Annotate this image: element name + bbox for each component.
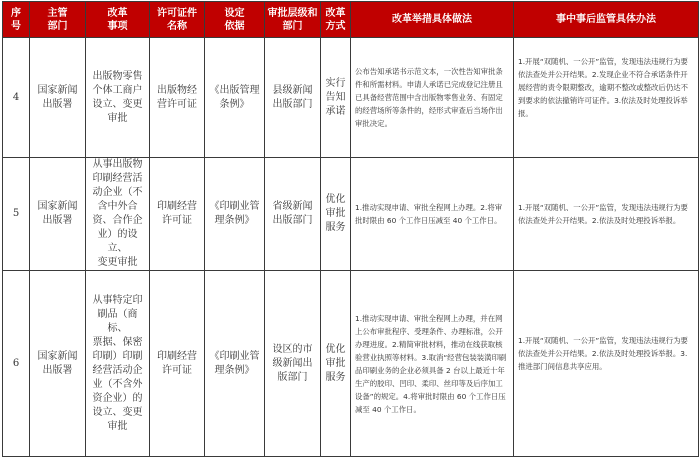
cell-license-name: 出版物经 营许可证 <box>150 38 205 158</box>
cell-legal-basis: 《出版管理 条例》 <box>205 38 265 158</box>
cell-reform-method: 实行 告知 承诺 <box>321 38 351 158</box>
cell-supervision: 1.开展“双随机、一公开”监管，发现违法违规行为要依法查处并公开结果。2.依法及时处理投诉举报。 <box>514 158 699 271</box>
cell-reform-item: 从事出版物 印刷经营活 动企业（不 含中外合 资、合作企 业）的设立、 变更审批 <box>86 158 150 271</box>
cell-dept: 国家新闻 出版署 <box>30 38 86 158</box>
reform-table <box>2 1 699 457</box>
cell-reform-method: 优化 审批 服务 <box>321 158 351 271</box>
cell-dept: 国家新闻 出版署 <box>30 271 86 457</box>
header-item: 改革 事项 <box>86 2 150 38</box>
header-measures: 改革举措具体做法 <box>351 2 514 38</box>
cell-seq: 4 <box>3 38 30 158</box>
header-supervision: 事中事后监管具体办法 <box>514 2 699 38</box>
cell-license-name: 印刷经营 许可证 <box>150 271 205 457</box>
cell-legal-basis: 《印刷业管 理条例》 <box>205 271 265 457</box>
header-dept: 主管 部门 <box>30 2 86 38</box>
cell-supervision: 1.开展“双随机、一公开”监管，发现违法违规行为要依法查处并公开结果。2.依法及时处理投诉举报。3.推进部门间信息共享应用。 <box>514 271 699 457</box>
cell-legal-basis: 《印刷业管 理条例》 <box>205 158 265 271</box>
table-row <box>3 38 699 158</box>
cell-approval-level: 省级新闻 出版部门 <box>265 158 321 271</box>
header-basis: 设定 依据 <box>205 2 265 38</box>
header-method: 改革 方式 <box>321 2 351 38</box>
cell-approval-level: 县级新闻 出版部门 <box>265 38 321 158</box>
cell-measures: 1.推动实现申请、审批全程网上办理。2.将审批时限由 60 个工作日压减至 40 个工作日。 <box>351 158 514 271</box>
header-row <box>3 2 699 38</box>
cell-supervision: 1.开展“双随机、一公开”监管，发现违法违规行为要依法查处并公开结果。2.发现企业不符合承诺条件开展经营的责令限期整改，逾期不整改或整改后仍达不到要求的依法撤销许可证件。3.依法及时处理投诉举报。 <box>514 38 699 158</box>
cell-reform-item: 从事特定印 刷品（商标、 票据、保密 印刷）印刷 经营活动企 业（不含外 资企业）的 设立、变更 审批 <box>86 271 150 457</box>
cell-seq: 6 <box>3 271 30 457</box>
header-license: 许可证件 名称 <box>150 2 205 38</box>
cell-approval-level: 设区的市 级新闻出 版部门 <box>265 271 321 457</box>
table-row <box>3 271 699 457</box>
header-level: 审批层级和 部门 <box>265 2 321 38</box>
cell-measures: 1.推动实现申请、审批全程网上办理，并在网上公布审批程序、受理条件、办理标准，公开办理进度。2.精简审批材料，推动在线获取核验营业执照等材料。3.取消“经营包装装潢印刷品印刷业务的企业必须具备 2 台以上最近十年生产的胶印、凹印、柔印、丝印等及后序加工设备”的规定。4.将审批时限由 60 个工作日压减至 40 个工作日。 <box>351 271 514 457</box>
cell-seq: 5 <box>3 158 30 271</box>
cell-reform-method: 优化 审批 服务 <box>321 271 351 457</box>
cell-reform-item: 出版物零售 个体工商户 设立、变更 审批 <box>86 38 150 158</box>
table-row <box>3 158 699 271</box>
cell-measures: 公布告知承诺书示范文本，一次性告知审批条件和所需材料。申请人承诺已完成登记注册且已具备经营范围中含出版物零售业务、有固定的经营场所等条件的，经形式审查后当场作出审批决定。 <box>351 38 514 158</box>
cell-dept: 国家新闻 出版署 <box>30 158 86 271</box>
header-seq: 序 号 <box>3 2 30 38</box>
cell-license-name: 印刷经营 许可证 <box>150 158 205 271</box>
